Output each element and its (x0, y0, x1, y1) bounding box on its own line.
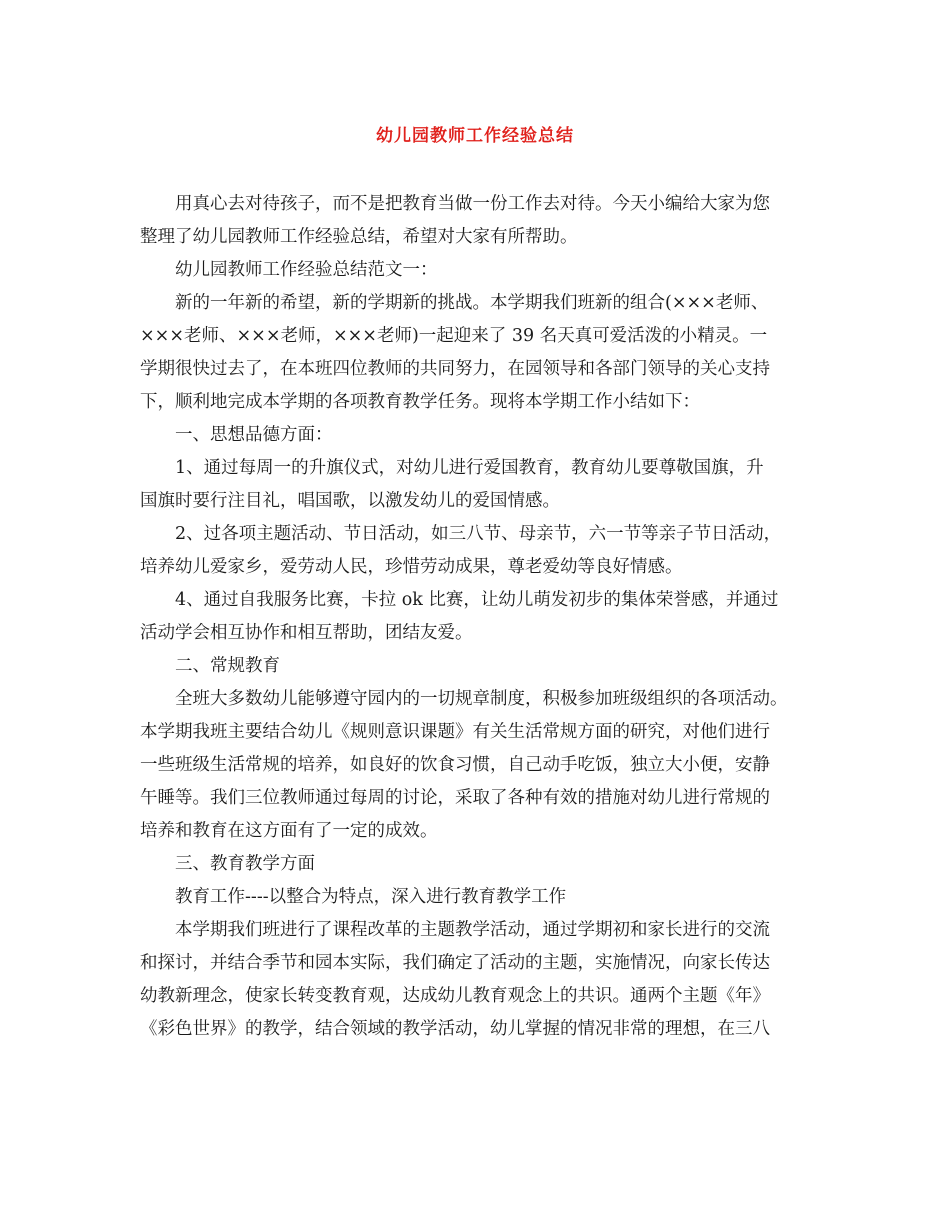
text-line: 和探讨，并结合季节和园本实际，我们确定了活动的主题，实施情况，向家长传达 (140, 953, 770, 973)
text-line: 活动学会相互协作和相互帮助，团结友爱。 (140, 623, 473, 643)
text-line: 整理了幼儿园教师工作经验总结，希望对大家有所帮助。 (140, 227, 578, 247)
text-line: 新的一年新的希望，新的学期新的挑战。本学期我们班新的组合(×××老师、 (175, 293, 769, 313)
text-line: 国旗时要行注目礼，唱国歌，以激发幼儿的爱国情感。 (140, 491, 560, 511)
text-line: 2、过各项主题活动、节日活动，如三八节、母亲节，六一节等亲子节日活动， (175, 524, 782, 544)
text-line: 用真心去对待孩子，而不是把教育当做一份工作去对待。今天小编给大家为您 (175, 194, 770, 214)
text-line: 午睡等。我们三位教师通过每周的讨论，采取了各种有效的措施对幼儿进行常规的 (140, 788, 770, 808)
text-line: 全班大多数幼儿能够遵守园内的一切规章制度，积极参加班级组织的各项活动。 (175, 689, 788, 709)
text-line: 幼儿园教师工作经验总结范文一： (175, 260, 438, 280)
text-line: 本学期我们班进行了课程改革的主题教学活动，通过学期初和家长进行的交流 (175, 920, 770, 940)
document-title: 幼儿园教师工作经验总结 (376, 126, 574, 146)
text-line: 一些班级生活常规的培养，如良好的饮食习惯，自己动手吃饭，独立大小便，安静 (140, 755, 770, 775)
text-line: 《彩色世界》的教学，结合领域的教学活动，幼儿掌握的情况非常的理想，在三八 (140, 1019, 770, 1039)
text-line: 教育工作----以整合为特点，深入进行教育教学工作 (175, 887, 567, 907)
text-line: 一、思想品德方面： (175, 425, 333, 445)
text-line: ×××老师、×××老师，×××老师)一起迎来了 39 名天真可爱活泼的小精灵。一 (140, 326, 768, 346)
text-line: 1、通过每周一的升旗仪式，对幼儿进行爱国教育，教育幼儿要尊敬国旗，升 (175, 458, 764, 478)
text-line: 培养和教育在这方面有了一定的成效。 (140, 821, 438, 841)
text-line: 本学期我班主要结合幼儿《规则意识课题》有关生活常规方面的研究，对他们进行 (140, 722, 770, 742)
text-line: 幼教新理念，使家长转变教育观，达成幼儿教育观念上的共识。通两个主题《年》 (140, 986, 770, 1006)
text-line: 二、常规教育 (175, 656, 280, 676)
text-line: 4、通过自我服务比赛，卡拉 ok 比赛，让幼儿萌发初步的集体荣誉感，并通过 (175, 590, 779, 610)
text-line: 三、教育教学方面 (175, 854, 315, 874)
text-line: 下，顺利地完成本学期的各项教育教学任务。现将本学期工作小结如下： (140, 392, 700, 412)
text-line: 培养幼儿爱家乡，爱劳动人民，珍惜劳动成果，尊老爱幼等良好情感。 (140, 557, 683, 577)
text-line: 学期很快过去了，在本班四位教师的共同努力，在园领导和各部门领导的关心支持 (140, 359, 770, 379)
document-body (140, 188, 820, 1046)
